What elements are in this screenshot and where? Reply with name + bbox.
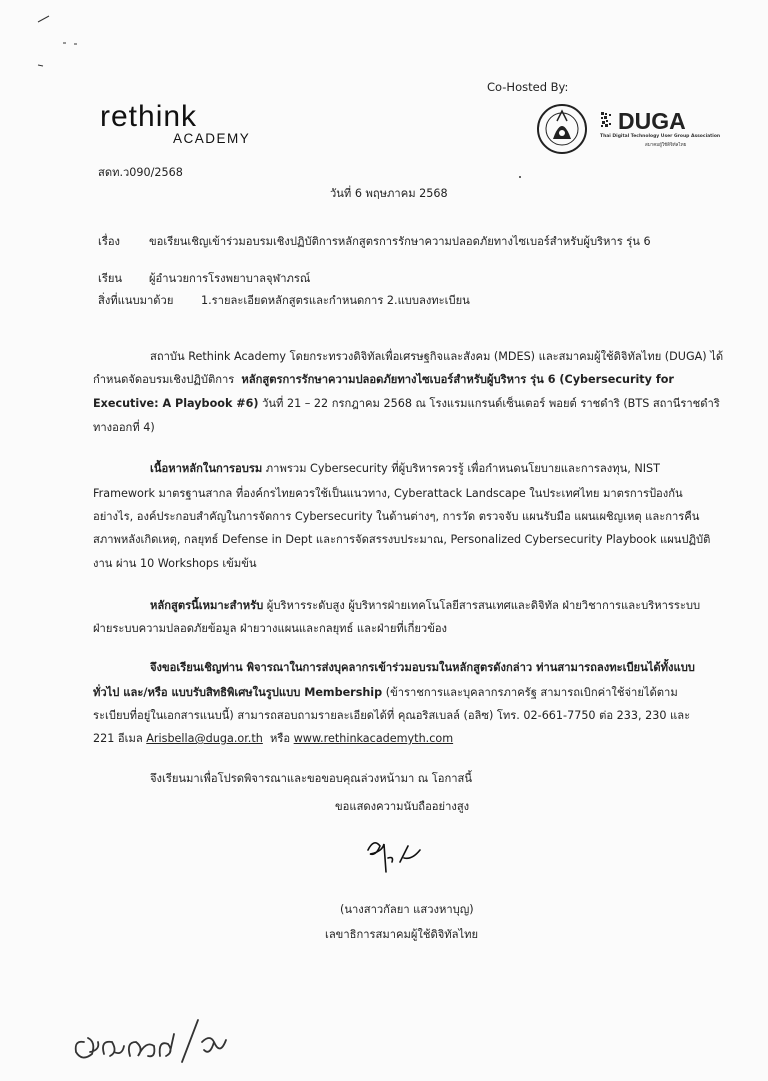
scan-dot <box>519 176 521 178</box>
handwritten-note <box>70 1012 230 1068</box>
scan-mark <box>37 14 51 24</box>
recipient-label: เรียน <box>98 272 123 285</box>
rethink-logo: rethink <box>100 100 198 133</box>
subject-text: ขอเรียนเชิญเข้าร่วมอบรมเชิงปฏิบัติการหลักสูตรการรักษาความปลอดภัยทางไซเบอร์สำหรับผู้บริหาร รุ่น 6 <box>149 235 651 248</box>
paragraph-2-line: Framework มาตรฐานสากล ที่องค์กรไทยควรใช้เป็นแนวทาง, Cyberattack Landscape ในประเทศไทย มาตรการป้องกัน <box>93 487 683 500</box>
paragraph-2-line: เนื้อหาหลักในการอบรม ภาพรวม Cybersecurity ที่ผู้บริหารควรรู้ เพื่อกำหนดนโยบายและการลงทุน, NIST <box>150 462 660 475</box>
paragraph-2-line: สภาพหลังเกิดเหตุ, กลยุทธ์ Defense in Dept และการจัดสรรงบประมาณ, Personalized Cybersecurity Playbook แผนปฏิบัติ <box>93 533 711 546</box>
audience-heading: หลักสูตรนี้เหมาะสำหรับ <box>150 599 264 612</box>
letter-date: วันที่ 6 พฤษภาคม 2568 <box>330 187 448 200</box>
paragraph-2-line: อย่างไร, องค์ประกอบสำคัญในการจัดการ Cybersecurity ในด้านต่างๆ, การวัด ตรวจจับ แผนรับมือ แผนเผชิญเหตุ และการคืน <box>93 510 700 523</box>
paragraph-3-line: หลักสูตรนี้เหมาะสำหรับ ผู้บริหารระดับสูง ผู้บริหารฝ่ายเทคโนโลยีสารสนเทศและดิจิทัล ฝ่ายวิชาการและบริหารระบบ <box>150 599 701 612</box>
email-link[interactable]: Arisbella@duga.or.th <box>146 732 263 745</box>
paragraph-4-line: ทั่วไป และ/หรือ แบบรับสิทธิพิเศษในรูปแบบ Membership (ข้าราชการและบุคลากรภาครัฐ สามารถเบิกค่าใช้จ่ายได้ตาม <box>93 686 678 699</box>
scan-mark <box>37 62 47 68</box>
paragraph-1-line: ทางออกที่ 4) <box>93 421 155 434</box>
course-title-cont: Executive: A Playbook #6) <box>93 397 259 410</box>
paragraph-3-line: ฝ่ายระบบความปลอดภัยข้อมูล ฝ่ายวางแผนและกลยุทธ์ และฝ่ายที่เกี่ยวข้อง <box>93 622 448 635</box>
website-link[interactable]: www.rethinkacademyth.com <box>293 732 454 745</box>
paragraph-1-line: สถาบัน Rethink Academy โดยกระทรวงดิจิทัลเพื่อเศรษฐกิจและสังคม (MDES) และสมาคมผู้ใช้ดิจิทัลไทย (DUGA) ได้ <box>150 350 724 363</box>
enclosure-text: 1.รายละเอียดหลักสูตรและกำหนดการ 2.แบบลงทะเบียน <box>201 294 470 307</box>
reference-number: สดท.ว090/2568 <box>98 166 183 179</box>
paragraph-1-line: Executive: A Playbook #6) วันที่ 21 – 22 กรกฎาคม 2568 ณ โรงแรมแกรนด์เซ็นเตอร์ พอยต์ ราชดำริ (BTS สถานีราชดำริ <box>93 397 720 410</box>
cohost-label: Co-Hosted By: <box>487 80 569 94</box>
duga-logo-text: DUGA <box>618 108 686 134</box>
paragraph-4-line: 221 อีเมล Arisbella@duga.or.th หรือ www.rethinkacademyth.com <box>93 732 454 745</box>
mdes-seal-icon <box>533 103 591 155</box>
duga-logo-icon <box>600 111 618 129</box>
academy-logo-text: ACADEMY <box>173 131 251 146</box>
signature <box>360 832 435 882</box>
signer-title: เลขาธิการสมาคมผู้ใช้ดิจิทัลไทย <box>325 928 479 941</box>
recipient-text: ผู้อำนวยการโรงพยาบาลจุฬาภรณ์ <box>149 272 311 285</box>
closing-text: จึงเรียนมาเพื่อโปรดพิจารณาและขอขอบคุณล่วงหน้ามา ณ โอกาสนี้ <box>150 772 472 785</box>
enclosure-label: สิ่งที่แนบมาด้วย <box>98 294 174 307</box>
course-title: หลักสูตรการรักษาความปลอดภัยทางไซเบอร์สำหรับผู้บริหาร รุ่น 6 (Cybersecurity for <box>241 373 674 386</box>
signer-name: (นางสาวกัลยา แสวงหาบุญ) <box>340 903 474 916</box>
paragraph-1-line: กำหนดจัดอบรมเชิงปฏิบัติการ หลักสูตรการรักษาความปลอดภัยทางไซเบอร์สำหรับผู้บริหาร รุ่น 6 (Cybersecurity for <box>93 373 674 386</box>
paragraph-4-line: จึงขอเรียนเชิญท่าน พิจารณาในการส่งบุคลากรเข้าร่วมอบรมในหลักสูตรดังกล่าว ท่านสามารถลงทะเบียนได้ทั้งแบบ <box>150 661 695 674</box>
paragraph-4-line: ระเบียบที่อยู่ในเอกสารแนบนี้) สามารถสอบถามรายละเอียดได้ที่ คุณอริสเบลล์ (อลิซ) โทร. 02-661-7750 ต่อ 233, 230 และ <box>93 709 691 722</box>
duga-subtitle: Thai Digital Technology User Group Association <box>600 134 721 139</box>
subject-label: เรื่อง <box>98 235 121 248</box>
paragraph-2-line: งาน ผ่าน 10 Workshops เข้มข้น <box>93 557 257 570</box>
regards-text: ขอแสดงความนับถืออย่างสูง <box>335 800 470 813</box>
scan-mark <box>62 40 82 46</box>
duga-subtitle-thai: สมาคมผู้ใช้ดิจิทัลไทย <box>645 143 687 148</box>
content-heading: เนื้อหาหลักในการอบรม <box>150 462 263 475</box>
